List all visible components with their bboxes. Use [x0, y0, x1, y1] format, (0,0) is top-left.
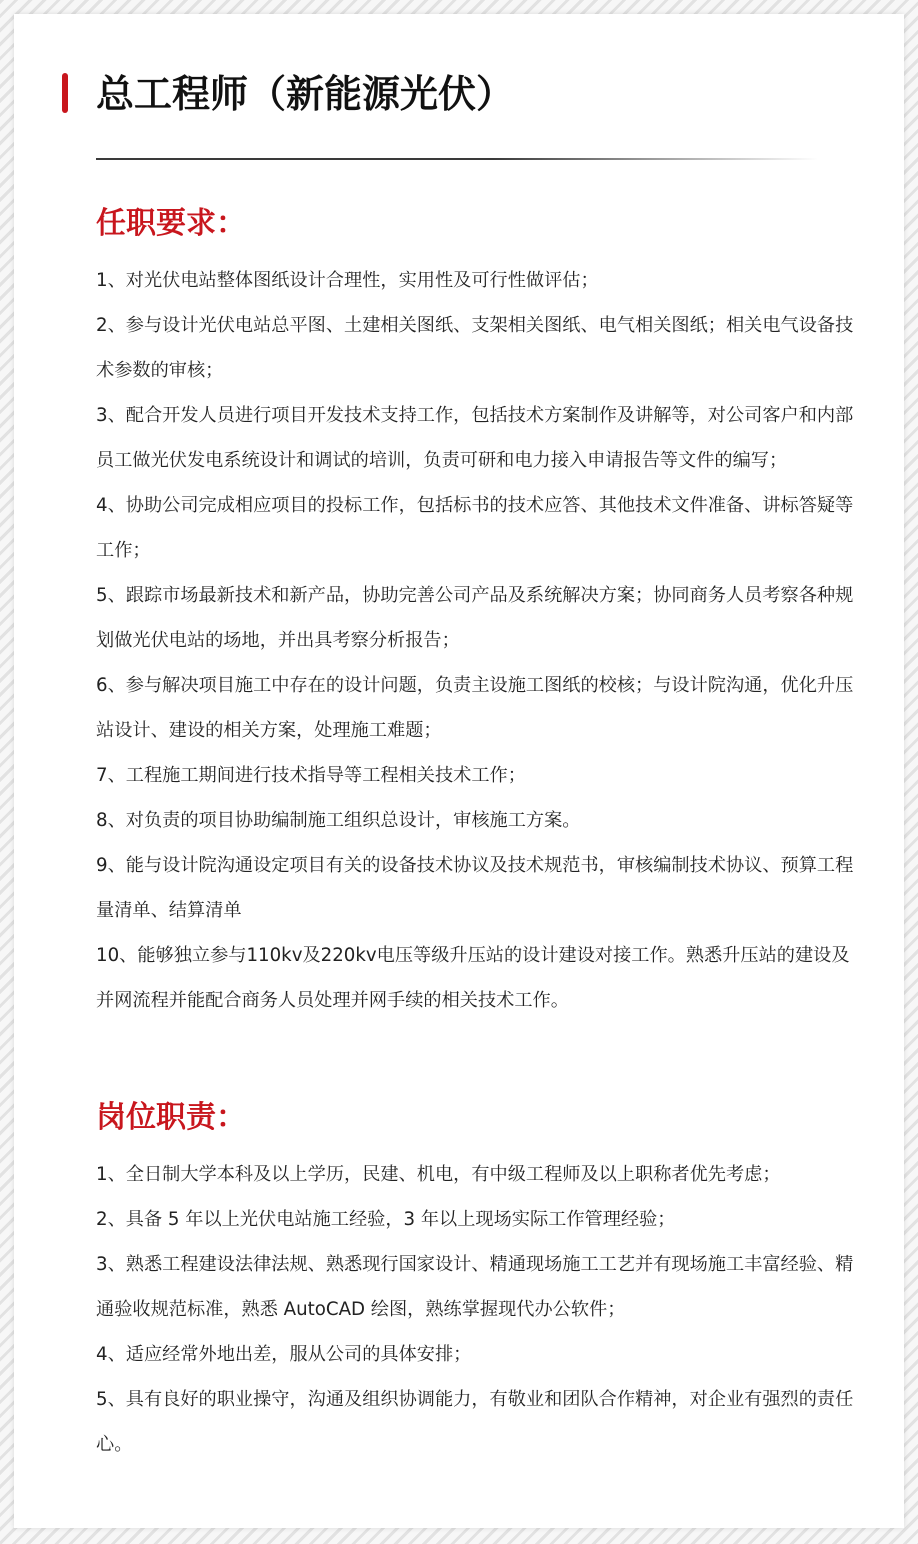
duty-item: 5、具有良好的职业操守，沟通及组织协调能力，有敬业和团队合作精神，对企业有强烈的责任心。	[96, 1389, 854, 1455]
requirements-heading: 任职要求：	[96, 206, 246, 241]
duty-item: 4、适应经常外地出差，服从公司的具体安排；	[96, 1344, 472, 1365]
title-accent-bar	[62, 73, 68, 113]
requirement-item: 2、参与设计光伏电站总平图、土建相关图纸、支架相关图纸、电气相关图纸；相关电气设备技术参数的审核；	[96, 315, 854, 381]
requirement-item: 7、工程施工期间进行技术指导等工程相关技术工作；	[96, 765, 526, 786]
page-title: 总工程师（新能源光伏）	[96, 72, 515, 116]
requirement-item: 4、协助公司完成相应项目的投标工作，包括标书的技术应答、其他技术文件准备、讲标答疑等工作；	[96, 495, 854, 561]
requirement-item: 8、对负责的项目协助编制施工组织总设计，审核施工方案。	[96, 810, 581, 831]
duty-item: 2、具备 5 年以上光伏电站施工经验，3 年以上现场实际工作管理经验；	[96, 1209, 676, 1230]
requirement-item: 10、能够独立参与110kv及220kv电压等级升压站的设计建设对接工作。熟悉升压站的建设及并网流程并能配合商务人员处理并网手续的相关技术工作。	[96, 945, 850, 1011]
duties-heading: 岗位职责：	[96, 1100, 246, 1135]
requirement-item: 3、配合开发人员进行项目开发技术支持工作，包括技术方案制作及讲解等，对公司客户和内部员工做光伏发电系统设计和调试的培训，负责可研和电力接入申请报告等文件的编写；	[96, 405, 854, 471]
duty-item: 1、全日制大学本科及以上学历，民建、机电，有中级工程师及以上职称者优先考虑；	[96, 1164, 781, 1185]
duties-section	[96, 1090, 858, 1467]
requirement-item: 5、跟踪市场最新技术和新产品，协助完善公司产品及系统解决方案；协同商务人员考察各种规划做光伏电站的场地，并出具考察分析报告；	[96, 585, 854, 651]
duties-list	[96, 1152, 858, 1467]
requirement-item: 6、参与解决项目施工中存在的设计问题，负责主设施工图纸的校核；与设计院沟通，优化升压站设计、建设的相关方案，处理施工难题；	[96, 675, 854, 741]
requirements-list	[96, 258, 858, 1023]
title-divider	[96, 158, 818, 160]
requirement-item: 9、能与设计院沟通设定项目有关的设备技术协议及技术规范书，审核编制技术协议、预算工程量清单、结算清单	[96, 855, 854, 921]
duty-item: 3、熟悉工程建设法律法规、熟悉现行国家设计、精通现场施工工艺并有现场施工丰富经验、精通验收规范标准，熟悉 AutoCAD 绘图，熟练掌握现代办公软件；	[96, 1254, 854, 1320]
requirements-section	[96, 196, 858, 1023]
requirement-item: 1、对光伏电站整体图纸设计合理性，实用性及可行性做评估；	[96, 270, 599, 291]
